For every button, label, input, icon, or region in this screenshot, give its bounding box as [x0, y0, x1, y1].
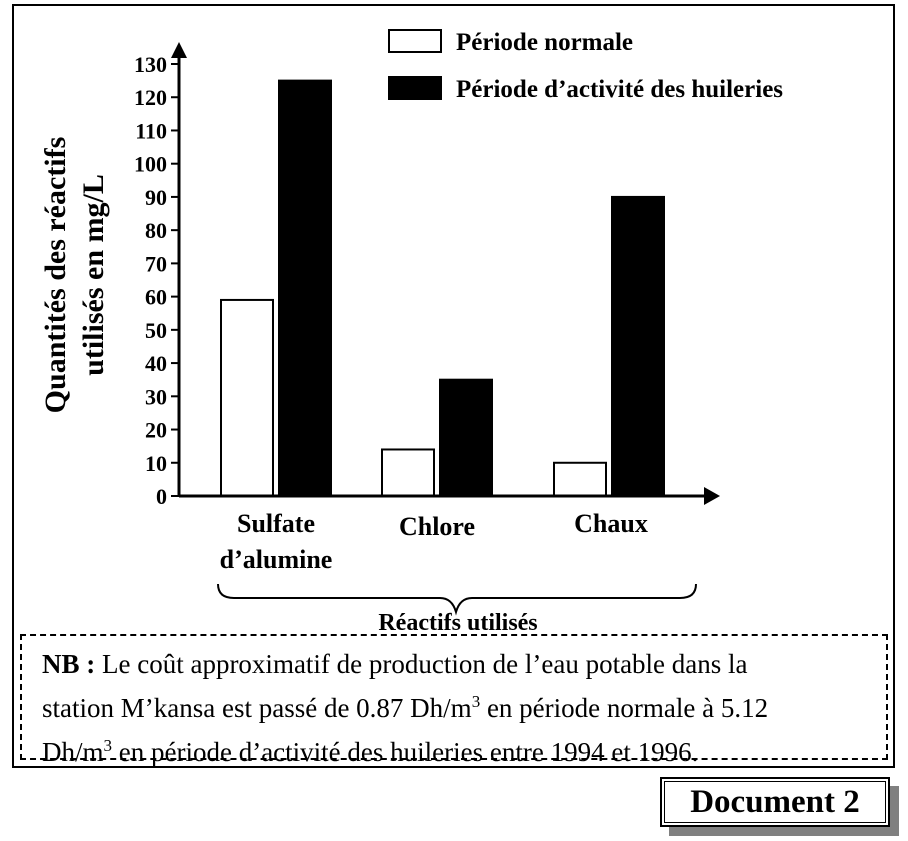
x-axis-label: Réactifs utilisés: [378, 610, 538, 636]
bar-normal: [221, 300, 273, 496]
y-axis-ticks: [134, 52, 179, 509]
bar-activity: [440, 380, 492, 496]
legend-entry: Période d’activité des huileries: [456, 76, 784, 103]
y-tick-label: 10: [145, 450, 167, 476]
category-label: [220, 509, 333, 574]
category-label-line: Sulfate: [237, 509, 315, 538]
y-axis-label-line: Quantités des réactifs: [39, 136, 72, 414]
y-axis-label: [39, 137, 110, 414]
y-axis-label-text: [39, 137, 110, 414]
bar-normal: [554, 463, 606, 496]
legend-entry: Période normale: [456, 29, 634, 56]
y-tick-label: 100: [134, 151, 167, 177]
bar-activity: [612, 197, 664, 496]
note-line-3: $Dh/m^3$ en période d’activité des huileries entre 1994 et 1996.: [42, 736, 699, 767]
x-axis-arrow: [704, 487, 720, 505]
note-line-2: station M’kansa est passé de 0.87 $Dh/m^3$ en période normale à 5.12: [42, 692, 769, 723]
category-label: [574, 509, 648, 538]
legend-swatch: [389, 77, 441, 99]
y-tick-label: 130: [134, 52, 167, 77]
category-label-line: Chlore: [398, 512, 476, 541]
note-label: NB :: [42, 649, 96, 679]
y-tick-label: 40: [145, 351, 167, 377]
chart-legend: [389, 29, 783, 103]
y-axis-arrow: [171, 42, 187, 58]
y-tick-label: 20: [145, 417, 167, 443]
y-tick-label: 60: [145, 284, 167, 310]
category-label-line: d’alumine: [219, 545, 333, 574]
y-axis-label-line: utilisés en mg/L: [77, 174, 110, 376]
y-tick-label: 120: [134, 85, 167, 111]
y-tick-label: 80: [145, 218, 167, 244]
category-label: [399, 512, 475, 541]
y-tick-label: 70: [145, 251, 167, 277]
y-tick-label: 90: [145, 184, 167, 210]
y-tick-label: 110: [135, 118, 167, 144]
document-label: Document 2: [660, 777, 890, 827]
y-tick-label: 30: [145, 384, 167, 410]
y-tick-label: 0: [156, 484, 167, 509]
category-brace: [218, 584, 696, 612]
legend-swatch: [389, 30, 441, 52]
bars: [221, 81, 664, 496]
category-label-line: Chaux: [574, 509, 648, 538]
bar-activity: [279, 81, 331, 496]
y-tick-label: 50: [145, 317, 167, 343]
bar-normal: [382, 449, 434, 496]
note-box: [20, 634, 888, 767]
note-line-1: NB : Le coût approximatif de production de l’eau potable dans la: [42, 649, 748, 679]
x-axis-categories: [220, 509, 648, 574]
